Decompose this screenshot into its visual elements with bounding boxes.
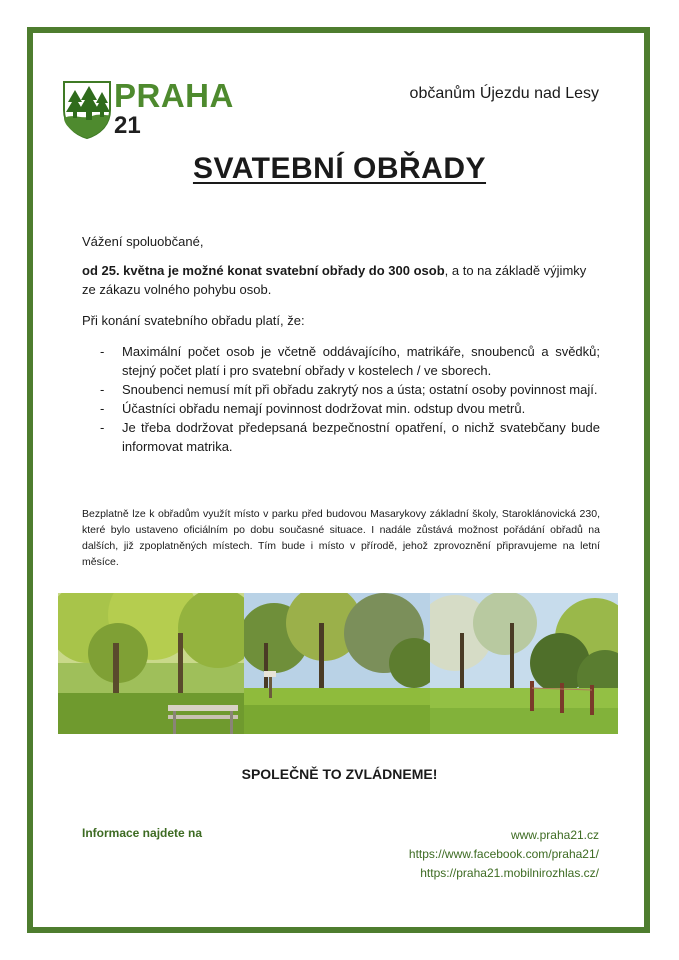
rules-list bbox=[100, 342, 600, 456]
page-title bbox=[0, 152, 679, 186]
paragraph-announcement bbox=[82, 261, 600, 299]
photo-strip bbox=[58, 593, 618, 734]
bullet-dash: - bbox=[100, 401, 105, 416]
info-links bbox=[409, 826, 599, 883]
announcement-rest: , a to na základě výjimky ze zákazu volného pohybu osob. bbox=[82, 263, 587, 297]
list-item bbox=[100, 418, 600, 456]
greeting: Vážení spoluobčané, bbox=[82, 234, 204, 249]
list-item-text: Je třeba dodržovat předepsaná bezpečnostní opatření, o nichž svatebčany bude informovat matrika. bbox=[122, 420, 600, 454]
park-photo-trees bbox=[430, 593, 618, 734]
link-mobilni-rozhlas[interactable]: https://praha21.mobilnirozhlas.cz/ bbox=[420, 866, 599, 880]
bullet-dash: - bbox=[100, 382, 105, 397]
logo-text-21: 21 bbox=[114, 112, 141, 139]
bullet-dash: - bbox=[100, 420, 105, 435]
list-item-text: Snoubenci nemusí mít při obřadu zakrytý nos a ústa; ostatní osoby povinnost mají. bbox=[122, 382, 598, 397]
page-title-text: SVATEBNÍ OBŘADY bbox=[192, 152, 487, 185]
park-photo-bench bbox=[58, 593, 244, 734]
paragraph-venue-info: Bezplatně lze k obřadům využít místo v parku před budovou Masarykovy základní školy, Staroklánovická 230, které bylo ustaveno oficiálním po dobu současné situace. I nadále zůstává možnost pořádání obřadů na dalších, již zpoplatněných místech. Tím bude i místo v přírodě, jehož zprovoznění připravujeme na letní měsíce. bbox=[82, 508, 600, 568]
logo-text-praha: PRAHA bbox=[114, 77, 234, 114]
list-item bbox=[100, 342, 600, 380]
announcement-bold: od 25. května je možné konat svatební obřady do 300 osob bbox=[82, 263, 445, 278]
list-item-text: Maximální počet osob je včetně oddávajícího, matrikáře, snoubenců a svědků; stejný počet platí i pro svatební obřady v kostelech / ve sborech. bbox=[122, 344, 600, 378]
list-item bbox=[100, 399, 600, 418]
recipient-line: občanům Újezdu nad Lesy bbox=[409, 85, 599, 102]
praha21-shield-icon bbox=[62, 80, 112, 140]
praha21-logo bbox=[62, 77, 234, 142]
slogan: SPOLEČNĚ TO ZVLÁDNEME! bbox=[241, 766, 438, 782]
link-website[interactable]: www.praha21.cz bbox=[510, 828, 599, 842]
paragraph-rules-intro: Při konání svatebního obřadu platí, že: bbox=[82, 313, 305, 328]
link-facebook[interactable]: https://www.facebook.com/praha21/ bbox=[408, 847, 599, 861]
park-photo-meadow bbox=[244, 593, 430, 734]
bullet-dash: - bbox=[100, 344, 105, 359]
list-item-text: Účastníci obřadu nemají povinnost dodržovat min. odstup dvou metrů. bbox=[122, 401, 526, 416]
list-item bbox=[100, 380, 600, 399]
info-label: Informace najdete na bbox=[82, 826, 203, 840]
